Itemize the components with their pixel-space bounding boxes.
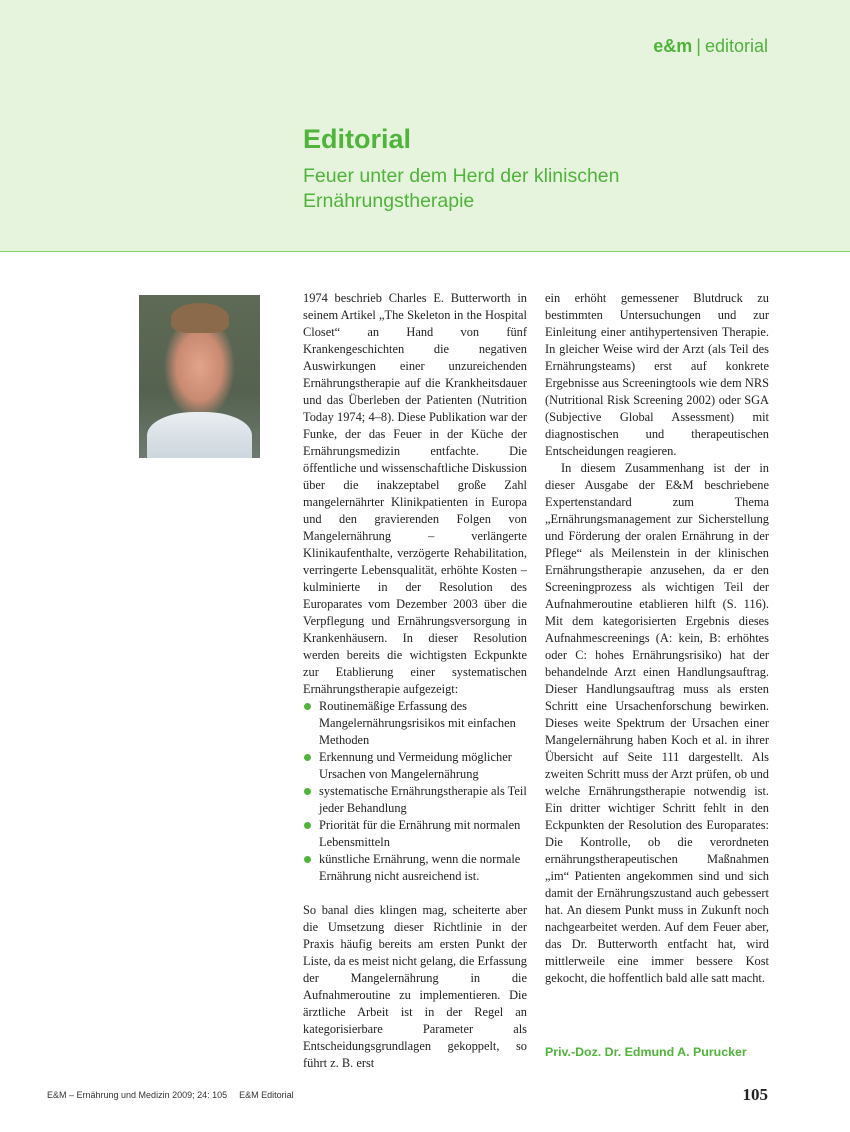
bullet-item: Routinemäßige Erfassung des Mangelernährungsrisikos mit einfachen Methoden: [303, 698, 527, 749]
bullet-item: Priorität für die Ernährung mit normalen Lebensmitteln: [303, 817, 527, 851]
right-column: [545, 290, 769, 987]
running-head-separator: |: [696, 36, 701, 56]
author-portrait: [139, 295, 260, 458]
section-name: editorial: [704, 36, 768, 56]
footer-section: E&M Editorial: [239, 1090, 294, 1100]
journal-brand: e&m: [653, 36, 693, 56]
bullet-item: Erkennung und Vermeidung möglicher Ursachen von Mangelernährung: [303, 749, 527, 783]
left-paragraph-1: 1974 beschrieb Charles E. Butterworth in seinem Artikel „The Skeleton in the Hospital Closet“ an Hand von fünf Krankengeschichten die negativen Auswirkungen einer unzureichenden Ernährungstherapie auf die Krankheitsdauer und das Überleben der Patienten (Nutrition Today 1974; 4–8). Diese Publikation war der Funke, der das Feuer in der Küche der Ernährungsmedizin entfachte. Die öffentliche und wissenschaftliche Diskussion über die inakzeptabel große Zahl mangelernährter Klinikpatienten in Europa und den gravierenden Folgen von Mangelernährung – verlängerte Klinikaufenthalte, verzögerte Rehabilitation, verringerte Lebensqualität, erhöhte Kosten – kulminierte in der Resolution des Europarates vom Dezember 2003 über die Verpflegung und Ernährungsversorgung in Krankenhäusern. In dieser Resolution werden bereits die wichtigsten Eckpunkte zur Etablierung einer systematischen Ernährungstherapie aufgezeigt:: [303, 291, 527, 696]
right-paragraph-1: ein erhöht gemessener Blutdruck zu bestimmten Untersuchungen und zur Einleitung einer antihypertensiven Therapie. In gleicher Weise wird der Arzt (als Teil des Ernährungsteams) erst auf konkrete Ergebnisse aus Screeningtools wie dem NRS (Nutritional Risk Screening 2002) oder SGA (Subjective Global Assessment) mit diagnostischen und therapeutischen Entscheidungen reagieren.: [545, 291, 769, 458]
page-number: 105: [742, 1085, 768, 1104]
bullet-item: systematische Ernährungstherapie als Teil jeder Behandlung: [303, 783, 527, 817]
page-subtitle: Feuer unter dem Herd der klinischen Ernährungstherapie: [303, 165, 620, 212]
page-title: Editorial: [303, 124, 412, 154]
footer-citation: E&M – Ernährung und Medizin 2009; 24: 105: [47, 1090, 228, 1100]
left-paragraph-2: So banal dies klingen mag, scheiterte aber die Umsetzung dieser Richtlinie in der Praxis häufig bereits am ersten Punkt der Liste, da es meist nicht gelang, die Erfassung der Mangelernährung in die Aufnahmeroutine zu implementieren. Die ärztliche Arbeit ist in der Regel an kategorisierbare Parameter als Entscheidungsgrundlagen gekoppelt, so führt z. B. erst: [303, 903, 528, 1070]
left-column: [303, 290, 527, 1072]
running-head: [653, 36, 768, 57]
right-paragraph-2: In diesem Zusammenhang ist der in dieser Ausgabe der E&M beschriebene Expertenstandard zum Thema „Ernährungsmanagement zur Sicherstellung und Förderung der oralen Ernährung in der Pflege“ als Meilenstein in der klinischen Ernährungstherapie anzusehen, da er den Screeningprozess als wichtigen Teil der Aufnahmeroutine etablieren hilft (S. 116). Mit dem kategorisierten Ergebnis dieses Aufnahmescreenings (A: kein, B: erhöhtes oder C: hohes Ernährungsrisiko) hat der behandelnde Arzt einen Handlungsauftrag. Dieser Handlungsauftrag muss als ersten Schritt eine Ursachenforschung bewirken. Dieses weite Spektrum der Ursachen einer Mangelernährung haben Koch et al. in ihrer Übersicht auf Seite 111 dargestellt. Als zweiten Schritt muss der Arzt prüfen, ob und welche Ernährungstherapie notwendig ist. Ein dritter wichtiger Schritt fehlt in den Eckpunkten der Resolution des Europarates: Die Kontrolle, ob die verordneten ernährungstherapeutischen Maßnahmen „im“ Patienten angekommen sind und sich damit der Ernährungszustand auch gebessert hat. An diesem Punkt muss in Zukunft noch nachgearbeitet werden. Auf dem Feuer aber, das Dr. Butterworth entfacht hat, wird mittlerweile eine immer bessere Kost gekocht, die hoffentlich bald alle satt macht.: [545, 461, 769, 985]
portrait-shirt: [147, 412, 252, 458]
author-signature: Priv.-Doz. Dr. Edmund A. Purucker: [545, 1045, 747, 1059]
portrait-hair: [171, 303, 229, 333]
bullet-item: künstliche Ernährung, wenn die normale Ernährung nicht ausreichend ist.: [303, 851, 527, 885]
footer-citation-block: [47, 1090, 294, 1100]
resolution-bullet-list: [303, 698, 527, 885]
